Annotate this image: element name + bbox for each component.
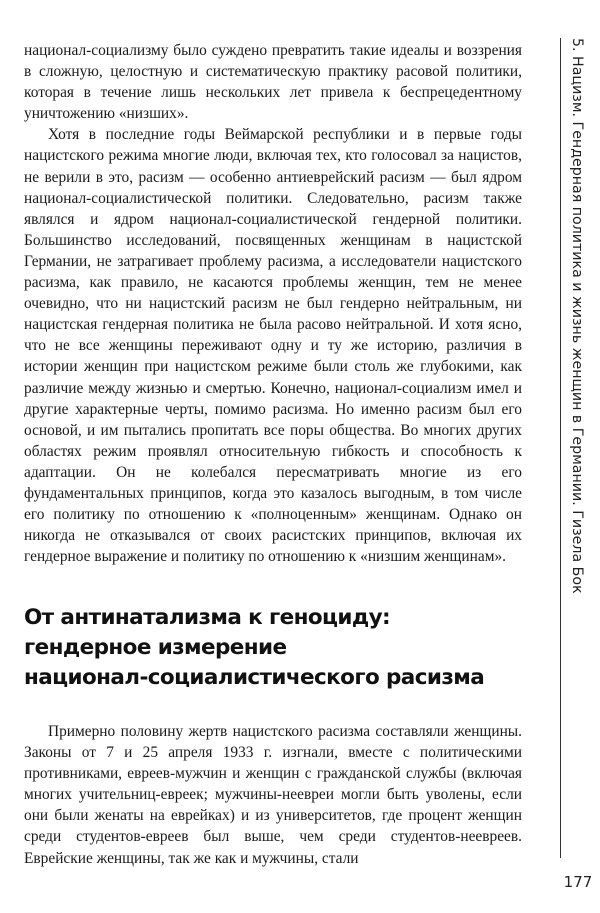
running-head-text: 5. Нацизм. Гендерная политика и жизнь женщин в Германии. Гизела Бок: [569, 38, 585, 594]
paragraph-racism-core: Хотя в последние годы Веймарской республики и в первые годы нацистского режима многие люди, включая тех, кто голосовал за нацистов, не верили в это, расизм — особенно антиеврейский расизм — был ядром национал-социалистической политики. Следовательно, расизм также являлся и ядром национал-социалистической гендерной политики. Большинство исследований, посвященных женщинам в нацистской Германии, не затрагивает проблему расизма, а исследователи нацистского расизма, как правило, не касаются проблемы женщин, тем не менее очевидно, что ни нацистский расизм не был гендерно нейтральным, ни нацистская гендерная политика не была расово нейтральной. И хотя ясно, что не все женщины переживают одну и ту же историю, различия в истории женщин при нацистском режиме были столь же глубокими, как различие между жизнью и смертью. Конечно, национал-социализм имел и другие характерные черты, помимо расизма. Но именно расизм был его основой, и им пытались пропитать все поры общества. Во многих других областях режим проявлял относительную гибкость и способность к адаптации. Он не колебался пересматривать многие из его фундаментальных принципов, когда это казалось выгодным, в том числе его политику по отношению к «полноценным» женщинам. Однако он никогда не отказывался от своих расистских принципов, включая их гендерное выражение и политику по отношению к «низшим женщинам».: [24, 126, 522, 566]
page-number: 177: [563, 873, 593, 891]
paragraph-victims: Примерно половину жертв нацистского расизма составляли женщины. Законы от 7 и 25 апреля 1933 г. изгнали, вместе с политическими противниками, евреев-мужчин и женщин с гражданской службы (включая многих учительниц-евреек; мужчины-неевреи могли быть уволены, если они были женаты на еврейках) и из университетов, где процент женщин среди студентов-евреев был выше, чем среди студентов-неевреев. Еврейские женщины, так же как и мужчины, стали: [24, 723, 522, 867]
heading-line-1: От антинатализма к геноциду:: [24, 605, 391, 630]
heading-line-3: национал-социалистического расизма: [24, 665, 485, 690]
section-heading: [24, 603, 524, 693]
running-head: [561, 38, 595, 858]
body-text-top: [24, 40, 522, 567]
paragraph-continuation: национал-социализму было суждено превратить такие идеалы и воззрения в сложную, целостную и систематическую практику расовой политики, которая в течение лишь нескольких лет привела к беспрецедентному уничтожению «низших».: [24, 42, 522, 123]
body-text-bottom: [24, 721, 522, 869]
heading-line-2: гендерное измерение: [24, 635, 287, 660]
